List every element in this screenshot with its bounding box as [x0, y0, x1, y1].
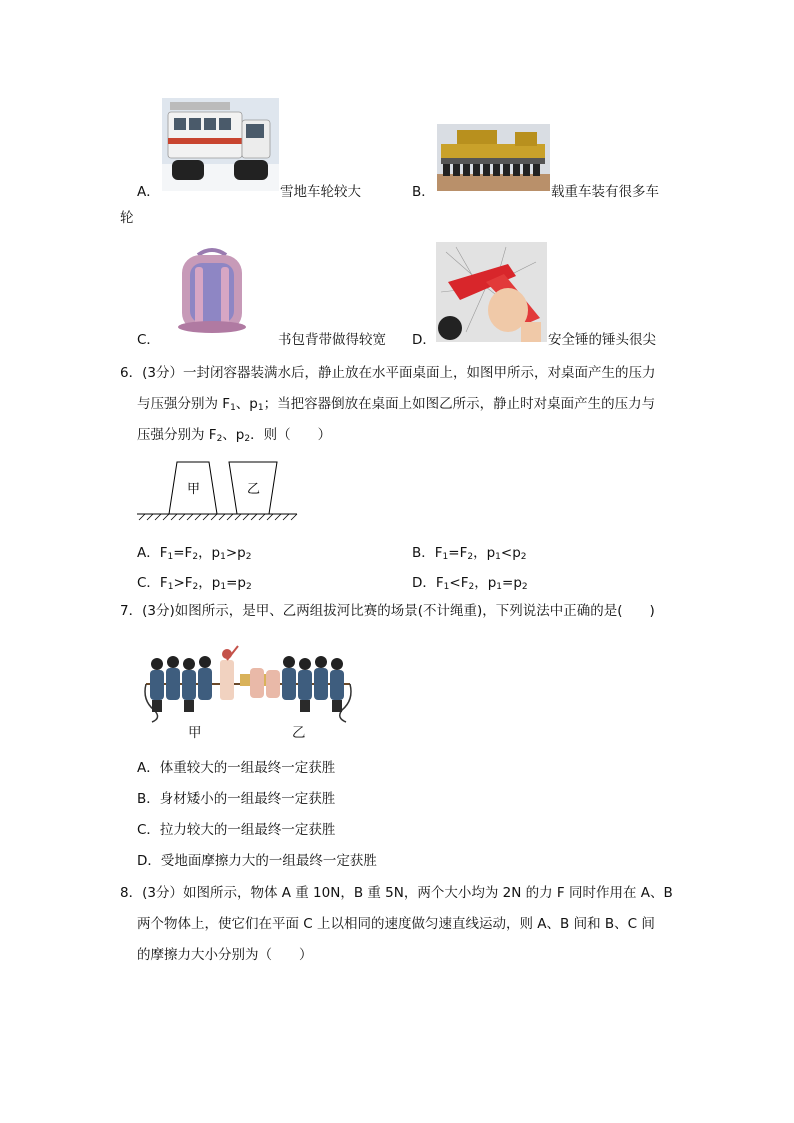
- q7-option-c: C．拉力较大的一组最终一定获胜: [137, 822, 336, 838]
- q6-line-1: 6．(3分）一封闭容器装满水后，静止放在水平面桌面上，如图甲所示，对桌面产生的压力: [120, 365, 656, 381]
- q8-line-2: 两个物体上，使它们在平面 C 上以相同的速度做匀速直线运动，则 A、B 间和 B、C 间: [137, 916, 655, 932]
- option-c-text: 书包背带做得较宽: [278, 332, 386, 348]
- q6-option-c: C．$F_1>F_2$，$p_1=p_2$: [137, 575, 252, 592]
- option-a-text: 雪地车轮较大: [280, 184, 361, 200]
- q6-option-a: A．$F_1=F_2$，$p_1>p_2$: [137, 545, 252, 562]
- safety-hammer-image: [436, 242, 547, 342]
- q8-line-1: 8．(3分）如图所示，物体 A 重 10N，B 重 5N，两个大小均为 2N 的力 F 同时作用在 A、B: [120, 885, 673, 901]
- option-b-letter: B．: [412, 184, 435, 200]
- snow-vehicle-image: [162, 98, 279, 191]
- option-d-text: 安全锤的锤头很尖: [548, 332, 656, 348]
- q7-option-a: A．体重较大的一组最终一定获胜: [137, 760, 336, 776]
- backpack-image: [162, 245, 262, 340]
- q7-label-jia: 甲: [188, 725, 202, 741]
- q6-line-2: 与压强分别为 $F_1$、$p_1$；当把容器倒放在桌面上如图乙所示，静止时对桌面产生的压力与: [137, 396, 656, 413]
- option-b-text: 载重车装有很多车: [551, 184, 659, 200]
- q6-line-3: 压强分别为 $F_2$、$p_2$．则（ ）: [137, 427, 332, 444]
- fig-label-jia: 甲: [187, 482, 201, 497]
- option-a-letter: A．: [137, 184, 160, 200]
- q7-line-1: 7．(3分)如图所示，是甲、乙两组拔河比赛的场景(不计绳重)，下列说法中正确的是( ): [120, 603, 655, 619]
- q6-option-d: D．$F_1<F_2$，$p_1=p_2$: [412, 575, 528, 592]
- option-d-letter: D．: [412, 332, 436, 348]
- option-b-wrap-text: 轮: [120, 210, 134, 226]
- heavy-truck-image: [437, 124, 550, 191]
- q7-option-d: D．受地面摩擦力大的一组最终一定获胜: [137, 853, 377, 869]
- fig-label-yi: 乙: [247, 482, 261, 497]
- container-figure: [137, 459, 299, 521]
- option-c-letter: C．: [137, 332, 160, 348]
- q6-option-b: B．$F_1=F_2$，$p_1<p_2$: [412, 545, 527, 562]
- q7-label-yi: 乙: [292, 725, 306, 741]
- q7-option-b: B．身材矮小的一组最终一定获胜: [137, 791, 336, 807]
- q8-line-3: 的摩擦力大小分别为（ ）: [137, 947, 313, 963]
- tug-of-war-image: [140, 640, 356, 725]
